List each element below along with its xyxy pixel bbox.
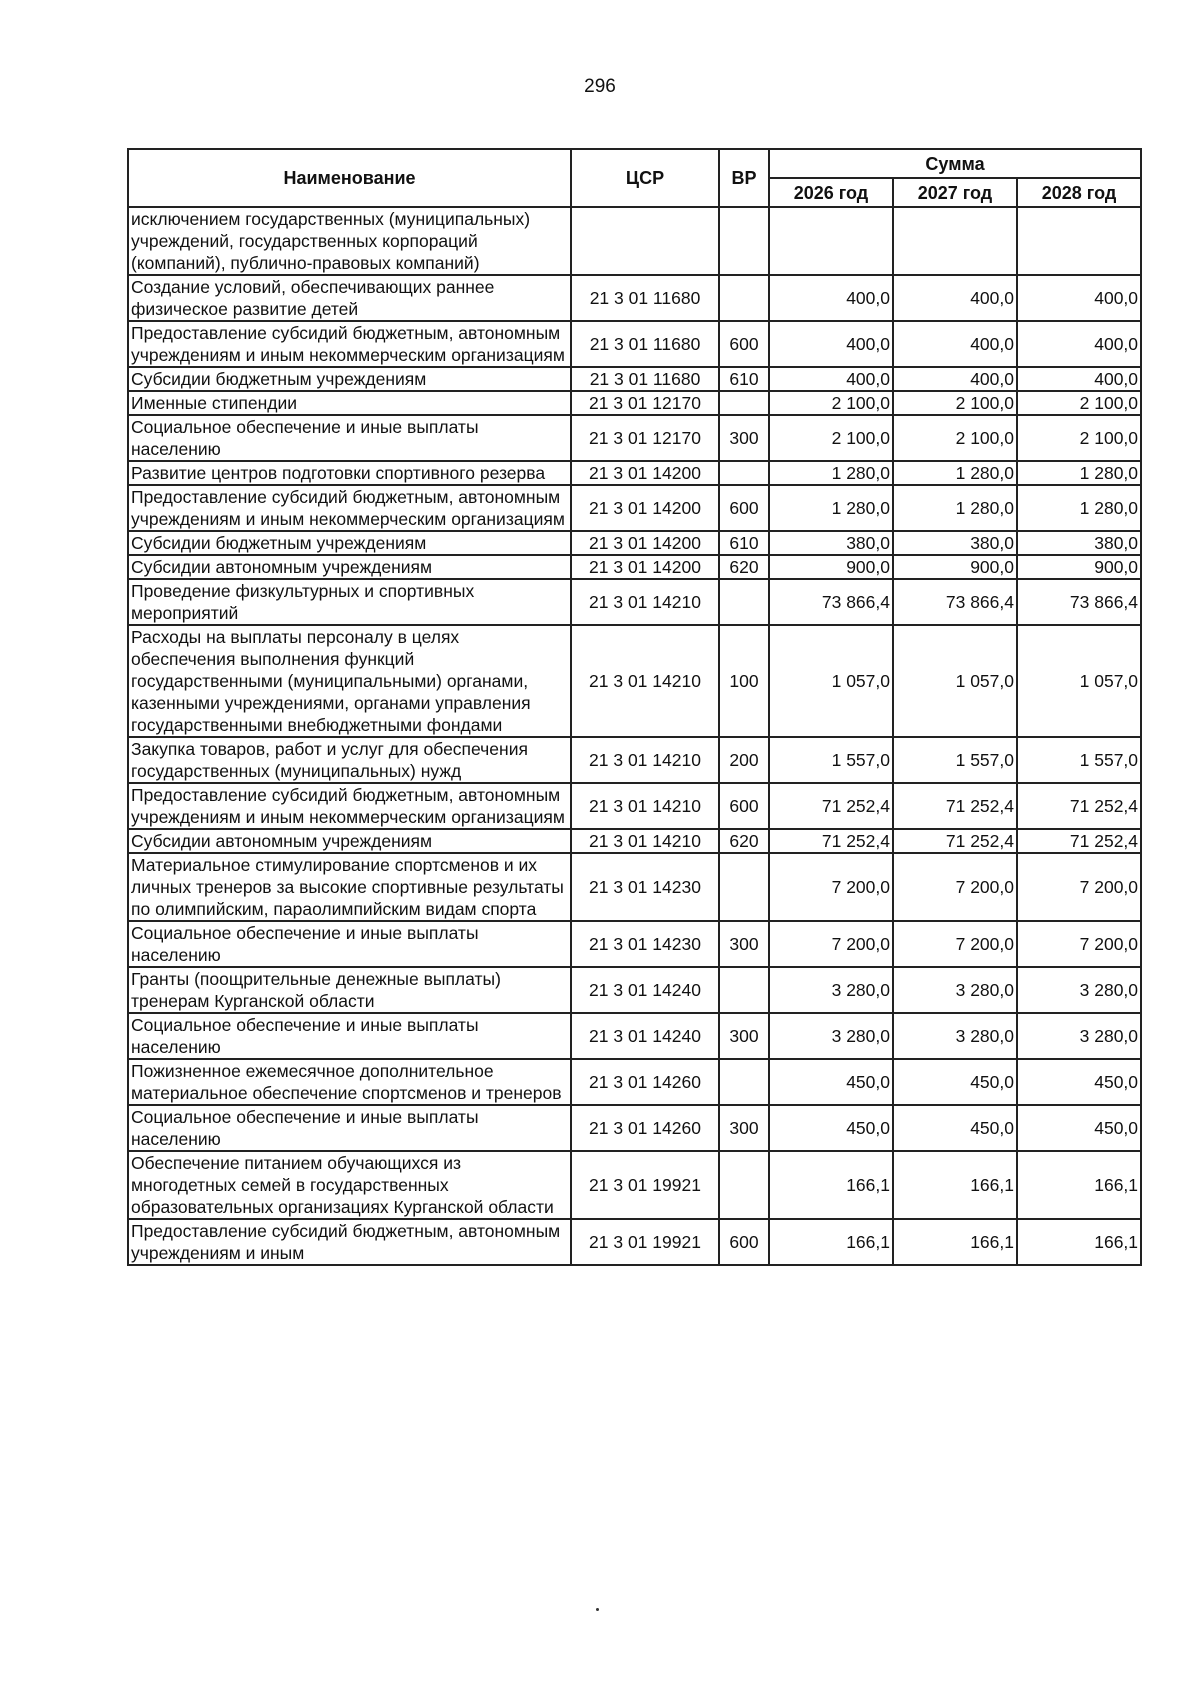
column-header-csr: ЦСР xyxy=(571,149,719,207)
cell-2027: 1 057,0 xyxy=(893,625,1017,737)
table-row xyxy=(128,531,1141,555)
table-row xyxy=(128,391,1141,415)
cell-csr: 21 3 01 19921 xyxy=(571,1219,719,1265)
cell-2026: 1 557,0 xyxy=(769,737,893,783)
column-header-name: Наименование xyxy=(128,149,571,207)
cell-2026 xyxy=(769,207,893,275)
cell-2026: 900,0 xyxy=(769,555,893,579)
cell-2028: 1 280,0 xyxy=(1017,485,1141,531)
cell-vr: 100 xyxy=(719,625,769,737)
cell-2027: 450,0 xyxy=(893,1105,1017,1151)
cell-vr xyxy=(719,853,769,921)
table-row xyxy=(128,321,1141,367)
cell-2027: 7 200,0 xyxy=(893,853,1017,921)
cell-2027: 3 280,0 xyxy=(893,967,1017,1013)
column-header-vr: ВР xyxy=(719,149,769,207)
cell-2028: 450,0 xyxy=(1017,1059,1141,1105)
table-body xyxy=(128,207,1141,1265)
table-header xyxy=(128,149,1141,207)
cell-csr: 21 3 01 14230 xyxy=(571,853,719,921)
cell-2028: 380,0 xyxy=(1017,531,1141,555)
cell-2027: 1 557,0 xyxy=(893,737,1017,783)
table-row xyxy=(128,1151,1141,1219)
cell-csr: 21 3 01 11680 xyxy=(571,367,719,391)
table-row xyxy=(128,579,1141,625)
table-row xyxy=(128,367,1141,391)
cell-name: Развитие центров подготовки спортивного резерва xyxy=(128,461,571,485)
column-header-2027: 2027 год xyxy=(893,178,1017,207)
cell-name: Субсидии автономным учреждениям xyxy=(128,555,571,579)
cell-vr: 300 xyxy=(719,921,769,967)
cell-2026: 71 252,4 xyxy=(769,783,893,829)
cell-vr: 600 xyxy=(719,485,769,531)
cell-2028: 2 100,0 xyxy=(1017,415,1141,461)
cell-name: Обеспечение питанием обучающихся из многодетных семей в государственных образовательных организациях Курганской области xyxy=(128,1151,571,1219)
cell-csr: 21 3 01 14260 xyxy=(571,1105,719,1151)
table-row xyxy=(128,1105,1141,1151)
cell-2027: 2 100,0 xyxy=(893,391,1017,415)
cell-name: Именные стипендии xyxy=(128,391,571,415)
cell-2026: 166,1 xyxy=(769,1219,893,1265)
cell-vr xyxy=(719,461,769,485)
cell-2026: 1 057,0 xyxy=(769,625,893,737)
cell-name: Пожизненное ежемесячное дополнительное материальное обеспечение спортсменов и тренеров xyxy=(128,1059,571,1105)
cell-vr xyxy=(719,1059,769,1105)
cell-name: Предоставление субсидий бюджетным, автономным учреждениям и иным xyxy=(128,1219,571,1265)
cell-2027: 71 252,4 xyxy=(893,829,1017,853)
cell-2028: 400,0 xyxy=(1017,321,1141,367)
cell-vr: 620 xyxy=(719,555,769,579)
cell-2026: 3 280,0 xyxy=(769,1013,893,1059)
column-header-sum: Сумма xyxy=(769,149,1141,178)
scan-artifact-dot xyxy=(596,1608,599,1611)
cell-vr xyxy=(719,275,769,321)
cell-2028: 400,0 xyxy=(1017,275,1141,321)
cell-2027: 2 100,0 xyxy=(893,415,1017,461)
cell-name: Социальное обеспечение и иные выплаты населению xyxy=(128,921,571,967)
cell-2028: 7 200,0 xyxy=(1017,921,1141,967)
cell-csr: 21 3 01 14230 xyxy=(571,921,719,967)
cell-2028: 73 866,4 xyxy=(1017,579,1141,625)
cell-csr: 21 3 01 14210 xyxy=(571,829,719,853)
cell-csr: 21 3 01 14210 xyxy=(571,783,719,829)
cell-csr: 21 3 01 14240 xyxy=(571,967,719,1013)
cell-2028: 2 100,0 xyxy=(1017,391,1141,415)
cell-2027: 166,1 xyxy=(893,1151,1017,1219)
cell-2028: 71 252,4 xyxy=(1017,783,1141,829)
table-row xyxy=(128,275,1141,321)
cell-2028: 166,1 xyxy=(1017,1151,1141,1219)
cell-2026: 450,0 xyxy=(769,1105,893,1151)
cell-csr: 21 3 01 14240 xyxy=(571,1013,719,1059)
cell-2028: 400,0 xyxy=(1017,367,1141,391)
cell-2026: 7 200,0 xyxy=(769,853,893,921)
cell-name: Материальное стимулирование спортсменов и их личных тренеров за высокие спортивные результаты по олимпийским, параолимпийским видам спорта xyxy=(128,853,571,921)
cell-vr: 300 xyxy=(719,415,769,461)
cell-name: Предоставление субсидий бюджетным, автономным учреждениям и иным некоммерческим организациям xyxy=(128,783,571,829)
column-header-2026: 2026 год xyxy=(769,178,893,207)
cell-name: Предоставление субсидий бюджетным, автономным учреждениям и иным некоммерческим организациям xyxy=(128,321,571,367)
cell-2027: 400,0 xyxy=(893,321,1017,367)
cell-name: Социальное обеспечение и иные выплаты населению xyxy=(128,415,571,461)
cell-2027: 400,0 xyxy=(893,275,1017,321)
table-row xyxy=(128,967,1141,1013)
cell-vr: 600 xyxy=(719,783,769,829)
cell-2027: 73 866,4 xyxy=(893,579,1017,625)
page-number: 296 xyxy=(584,76,616,97)
cell-vr: 610 xyxy=(719,367,769,391)
table-row xyxy=(128,485,1141,531)
cell-2026: 1 280,0 xyxy=(769,485,893,531)
table-row xyxy=(128,461,1141,485)
cell-2026: 400,0 xyxy=(769,367,893,391)
table-row xyxy=(128,829,1141,853)
cell-2026: 400,0 xyxy=(769,321,893,367)
cell-2028: 1 057,0 xyxy=(1017,625,1141,737)
cell-csr: 21 3 01 14200 xyxy=(571,461,719,485)
budget-table xyxy=(127,148,1142,1266)
cell-2028 xyxy=(1017,207,1141,275)
cell-2027: 400,0 xyxy=(893,367,1017,391)
table-row xyxy=(128,921,1141,967)
cell-2028: 1 557,0 xyxy=(1017,737,1141,783)
cell-csr: 21 3 01 14200 xyxy=(571,555,719,579)
cell-2028: 900,0 xyxy=(1017,555,1141,579)
cell-name: Социальное обеспечение и иные выплаты населению xyxy=(128,1105,571,1151)
cell-csr: 21 3 01 14260 xyxy=(571,1059,719,1105)
table-row xyxy=(128,415,1141,461)
table-row xyxy=(128,737,1141,783)
cell-name: Социальное обеспечение и иные выплаты населению xyxy=(128,1013,571,1059)
cell-2028: 450,0 xyxy=(1017,1105,1141,1151)
cell-2027: 166,1 xyxy=(893,1219,1017,1265)
cell-2028: 166,1 xyxy=(1017,1219,1141,1265)
cell-2026: 166,1 xyxy=(769,1151,893,1219)
cell-name: Расходы на выплаты персоналу в целях обеспечения выполнения функций государственными (муниципальными) органами, казенными учреждениями, органами управления государственными внебюджетными фондами xyxy=(128,625,571,737)
cell-2026: 400,0 xyxy=(769,275,893,321)
cell-name: Субсидии бюджетным учреждениям xyxy=(128,367,571,391)
table-row xyxy=(128,555,1141,579)
cell-2026: 73 866,4 xyxy=(769,579,893,625)
cell-2027: 450,0 xyxy=(893,1059,1017,1105)
table-row xyxy=(128,207,1141,275)
cell-2027: 900,0 xyxy=(893,555,1017,579)
cell-name: Гранты (поощрительные денежные выплаты) тренерам Курганской области xyxy=(128,967,571,1013)
cell-2026: 71 252,4 xyxy=(769,829,893,853)
cell-csr: 21 3 01 14210 xyxy=(571,625,719,737)
cell-vr: 620 xyxy=(719,829,769,853)
cell-2028: 71 252,4 xyxy=(1017,829,1141,853)
cell-name: исключением государственных (муниципальных) учреждений, государственных корпораций (компаний), публично-правовых компаний) xyxy=(128,207,571,275)
cell-2027: 380,0 xyxy=(893,531,1017,555)
cell-2028: 7 200,0 xyxy=(1017,853,1141,921)
cell-csr: 21 3 01 14200 xyxy=(571,485,719,531)
cell-2026: 380,0 xyxy=(769,531,893,555)
cell-csr: 21 3 01 14210 xyxy=(571,579,719,625)
cell-csr: 21 3 01 12170 xyxy=(571,415,719,461)
cell-vr xyxy=(719,967,769,1013)
cell-name: Проведение физкультурных и спортивных мероприятий xyxy=(128,579,571,625)
table-row xyxy=(128,783,1141,829)
cell-csr: 21 3 01 19921 xyxy=(571,1151,719,1219)
table-row xyxy=(128,625,1141,737)
cell-vr: 300 xyxy=(719,1105,769,1151)
cell-csr: 21 3 01 11680 xyxy=(571,321,719,367)
cell-2026: 2 100,0 xyxy=(769,415,893,461)
cell-vr: 200 xyxy=(719,737,769,783)
cell-vr: 300 xyxy=(719,1013,769,1059)
cell-vr: 610 xyxy=(719,531,769,555)
table-row xyxy=(128,1013,1141,1059)
cell-2026: 2 100,0 xyxy=(769,391,893,415)
cell-2027: 71 252,4 xyxy=(893,783,1017,829)
cell-vr xyxy=(719,1151,769,1219)
cell-name: Предоставление субсидий бюджетным, автономным учреждениям и иным некоммерческим организациям xyxy=(128,485,571,531)
cell-vr xyxy=(719,391,769,415)
cell-2027: 3 280,0 xyxy=(893,1013,1017,1059)
cell-name: Субсидии бюджетным учреждениям xyxy=(128,531,571,555)
cell-2028: 3 280,0 xyxy=(1017,1013,1141,1059)
cell-csr xyxy=(571,207,719,275)
cell-csr: 21 3 01 14210 xyxy=(571,737,719,783)
column-header-2028: 2028 год xyxy=(1017,178,1141,207)
cell-csr: 21 3 01 11680 xyxy=(571,275,719,321)
cell-name: Создание условий, обеспечивающих раннее физическое развитие детей xyxy=(128,275,571,321)
cell-2027: 7 200,0 xyxy=(893,921,1017,967)
cell-csr: 21 3 01 14200 xyxy=(571,531,719,555)
cell-2028: 3 280,0 xyxy=(1017,967,1141,1013)
cell-vr: 600 xyxy=(719,1219,769,1265)
cell-vr xyxy=(719,579,769,625)
cell-2026: 450,0 xyxy=(769,1059,893,1105)
cell-csr: 21 3 01 12170 xyxy=(571,391,719,415)
cell-vr xyxy=(719,207,769,275)
cell-2026: 3 280,0 xyxy=(769,967,893,1013)
table-row xyxy=(128,1219,1141,1265)
cell-2026: 7 200,0 xyxy=(769,921,893,967)
cell-name: Закупка товаров, работ и услуг для обеспечения государственных (муниципальных) нужд xyxy=(128,737,571,783)
table-row xyxy=(128,853,1141,921)
cell-2027: 1 280,0 xyxy=(893,461,1017,485)
cell-name: Субсидии автономным учреждениям xyxy=(128,829,571,853)
cell-2027 xyxy=(893,207,1017,275)
cell-2026: 1 280,0 xyxy=(769,461,893,485)
cell-vr: 600 xyxy=(719,321,769,367)
cell-2027: 1 280,0 xyxy=(893,485,1017,531)
table-row xyxy=(128,1059,1141,1105)
cell-2028: 1 280,0 xyxy=(1017,461,1141,485)
